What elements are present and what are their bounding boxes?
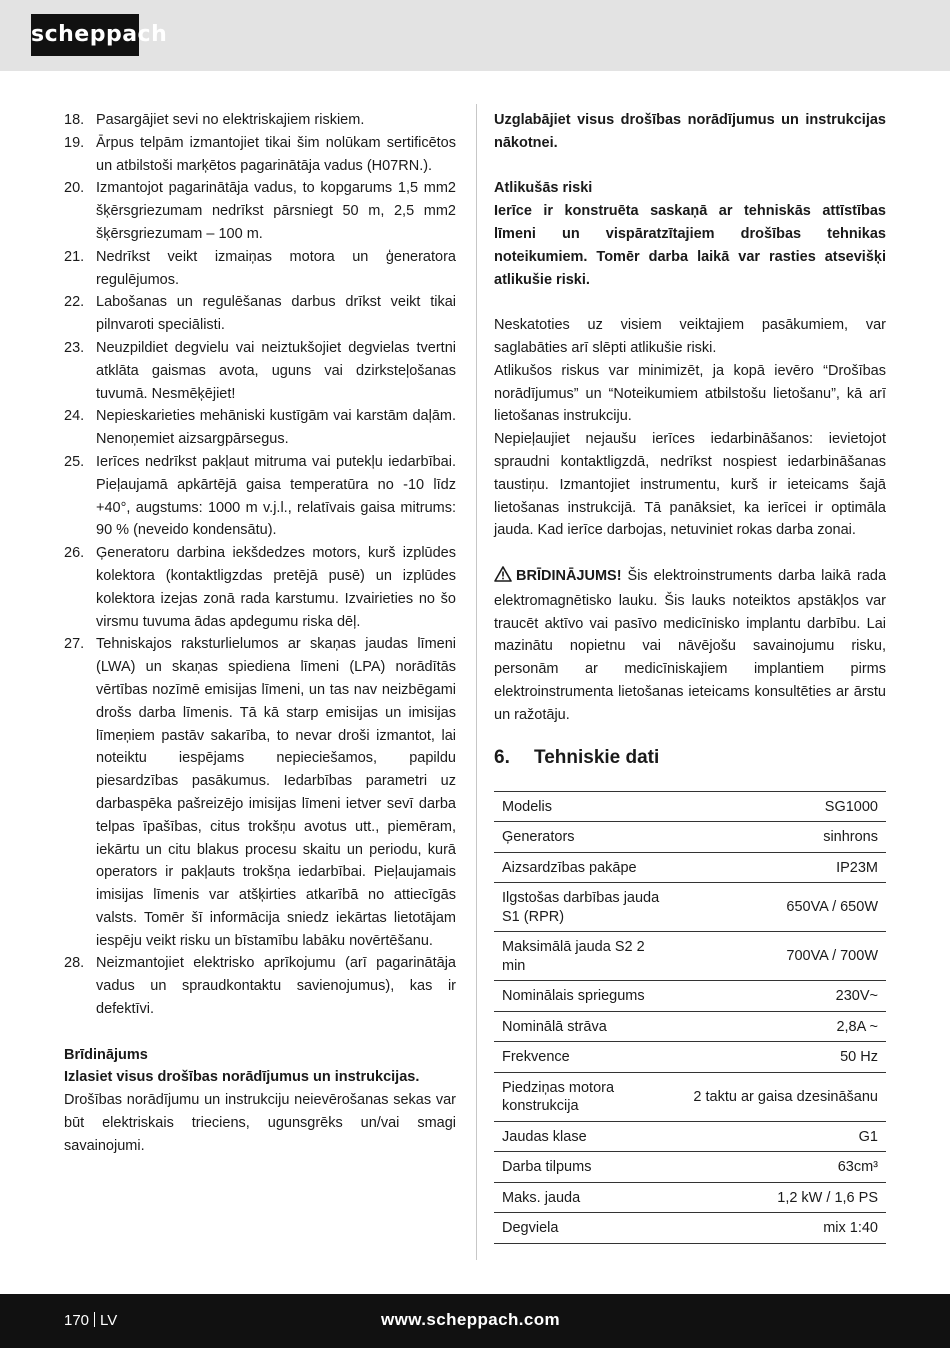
item-number: 20.: [64, 180, 85, 197]
list-item: [64, 132, 456, 178]
item-text: Nepieskarieties mehāniski kustīgām vai karstām daļām. Nenoņemiet aizsargpārsegus.: [96, 408, 456, 448]
item-number: 24.: [64, 408, 85, 425]
spec-label: Darba tilpums: [494, 1152, 680, 1183]
item-number: 25.: [64, 453, 85, 470]
warning-label: BRĪDINĀJUMS!: [516, 567, 622, 584]
spec-value: 63cm³: [680, 1152, 886, 1183]
table-row: [494, 791, 886, 822]
item-number: 23.: [64, 339, 85, 356]
list-item: [64, 246, 456, 292]
table-row: [494, 1121, 886, 1152]
scheppach-logo: scheppach: [31, 14, 139, 56]
warning-bold-text: Izlasiet visus drošības norādījumus un instrukcijas.: [64, 1069, 420, 1086]
item-text: Izmantojot pagarinātāja vadus, to kopgarums 1,5 mm2 šķērsgriezumam nedrīkst pārsniegt 50 m, 2,5 mm2 šķērsgriezumam – 100 m.: [96, 180, 456, 242]
spec-label: Maksimālā jauda S2 2 min: [494, 932, 680, 981]
list-item: [64, 177, 456, 245]
spacer: [494, 542, 886, 565]
item-number: 26.: [64, 545, 85, 562]
spec-value: 2,8A ~: [680, 1011, 886, 1042]
table-row: [494, 1213, 886, 1244]
keep-instructions-notice: Uzglabājiet visus drošības norādījumus un instrukcijas nākotnei.: [494, 112, 886, 151]
spec-label: Jaudas klase: [494, 1121, 680, 1152]
technical-data-table: [494, 791, 886, 1244]
website-url: www.scheppach.com: [381, 1310, 561, 1329]
warning-title: Brīdinājums: [64, 1046, 148, 1063]
list-item: [64, 337, 456, 405]
list-item: [64, 291, 456, 337]
spec-value: 700VA / 700W: [680, 932, 886, 981]
spec-label: Modelis: [494, 791, 680, 822]
spec-value: SG1000: [680, 791, 886, 822]
right-column: [494, 109, 886, 1244]
table-row: [494, 883, 886, 932]
item-text: Ģeneratoru darbina iekšdedzes motors, kurš izplūdes kolektora (kontaktligzdas pretējā pusē) un izplūdes kolektora izejas zonā rada karstumu. Izvairieties no šo virsmu tuvuma ādas apdegumu riska dēļ.: [96, 545, 456, 630]
page-number: 170: [64, 1312, 90, 1329]
spec-label: Piedziņas motora konstrukcija: [494, 1072, 680, 1121]
list-item: [64, 633, 456, 952]
table-row: [494, 981, 886, 1012]
table-row: [494, 932, 886, 981]
spec-value: 650VA / 650W: [680, 883, 886, 932]
spec-value: mix 1:40: [680, 1213, 886, 1244]
spec-label: Nominālā strāva: [494, 1011, 680, 1042]
spacer: [64, 1021, 456, 1044]
item-number: 18.: [64, 112, 85, 128]
item-number: 19.: [64, 134, 85, 151]
warning-text: Drošības norādījumu un instrukciju neievērošanas sekas var būt elektriskais trieciens, ugunsgrēks un/vai smagi savainojumi.: [64, 1092, 456, 1154]
spec-label: Nominālais spriegums: [494, 981, 680, 1012]
column-divider: [476, 104, 477, 1260]
warning-triangle-icon: [494, 566, 512, 590]
spec-label: Frekvence: [494, 1042, 680, 1073]
item-text: Neizmantojiet elektrisko aprīkojumu (arī pagarinātāja vadus un spraudkontaktu savienojumus), kas ir defektīvi.: [96, 955, 456, 1018]
spec-label: Ģenerators: [494, 822, 680, 853]
item-text: Ārpus telpām izmantojiet tikai šim nolūkam sertificētos un atbilstoši marķētos pagarinātāja vadus (H07RN.).: [96, 134, 456, 174]
list-item: [64, 451, 456, 542]
emf-warning: [494, 565, 886, 727]
item-text: Pasargājiet sevi no elektriskajiem riskiem.: [96, 112, 365, 128]
table-row: [494, 1011, 886, 1042]
table-row: [494, 1042, 886, 1073]
residual-risks-paragraph: Neskatoties uz visiem veiktajiem pasākumiem, var saglabāties arī slēpti atlikušie riski.: [494, 317, 886, 356]
spec-value: G1: [680, 1121, 886, 1152]
list-item: [64, 952, 456, 1020]
spacer: [494, 155, 886, 178]
table-row: [494, 852, 886, 883]
spec-label: Ilgstošas darbības jauda S1 (RPR): [494, 883, 680, 932]
item-text: Neuzpildiet degvielu vai neiztukšojiet degvielas tvertni atklāta gaismas avota, uguns vai dzirksteļošanas tuvumā. Nesmēķējiet!: [96, 339, 456, 402]
spacer: [494, 291, 886, 314]
item-number: 22.: [64, 294, 85, 311]
spec-label: Degviela: [494, 1213, 680, 1244]
spec-label: Aizsardzības pakāpe: [494, 852, 680, 883]
section-title: Tehniskie dati: [534, 746, 660, 768]
spec-value: sinhrons: [680, 822, 886, 853]
header-bar: [0, 0, 950, 71]
spec-value: 1,2 kW / 1,6 PS: [680, 1182, 886, 1213]
footer-bar: [0, 1294, 950, 1348]
warning-text: Šis elektroinstruments darba laikā rada elektromagnētisko lauku. Šis lauks noteiktos apstākļos var traucēt aktīvo vai pasīvo medicīnisko implantu darbību. Lai mazinātu nopietnu vai nāvējošu savainojumu risku, personām ar medicīniskajiem implantiem pirms elektroinstrumenta lietošanas ieteicams konsultēties ar ārstu un ražotāju.: [494, 567, 887, 723]
spec-value: 2 taktu ar gaisa dzesināšanu: [680, 1072, 886, 1121]
residual-risks-paragraph: Nepieļaujiet nejaušu ierīces iedarbināšanos: ievietojot spraudni kontaktligzdā, nedrīkst nospiest iedarbināšanas taustiņu. Izmantojiet instrumentu, kurš ir ieteicams šajā lietošanas instrukcijā. Tā panāksiet, ka ierīcei ir optimāla jauda. Kad ierīce darbojas, netuviniet rokas darba zonai.: [494, 431, 886, 539]
divider: [94, 1312, 95, 1327]
residual-risks-title: Atlikušās riski: [494, 180, 593, 197]
list-item: [64, 405, 456, 451]
spec-value: IP23M: [680, 852, 886, 883]
spec-label: Maks. jauda: [494, 1182, 680, 1213]
item-number: 27.: [64, 636, 85, 653]
residual-risks-intro: Ierīce ir konstruēta saskaņā ar tehniskās attīstības līmeni un vispāratzītajiem drošības tehnikas noteikumiem. Tomēr darba laikā var rasties atsevišķi atlikušie riski.: [494, 203, 886, 288]
table-row: [494, 1072, 886, 1121]
section-number: 6.: [494, 746, 510, 768]
item-text: Nedrīkst veikt izmaiņas motora un ģeneratora regulējumos.: [96, 248, 456, 288]
item-number: 21.: [64, 248, 85, 265]
safety-rules-list: [64, 109, 456, 1021]
spec-value: 230V~: [680, 981, 886, 1012]
table-row: [494, 1182, 886, 1213]
item-text: Labošanas un regulēšanas darbus drīkst veikt tikai pilnvaroti speciālisti.: [96, 294, 456, 334]
language-code: LV: [100, 1312, 118, 1329]
spec-value: 50 Hz: [680, 1042, 886, 1073]
item-text: Ierīces nedrīkst pakļaut mitruma vai putekļu iedarbībai. Pieļaujamā apkārtējā gaisa temperatūra no -10 līdz +40°, augstums: 1000 m v.j.l., relatīvais gaisa mitrums: 90 % (neveido kondensātu).: [96, 453, 456, 539]
residual-risks-paragraph: Atlikušos riskus var minimizēt, ja kopā ievēro “Drošības norādījumus” un “Noteikumiem atbilstošu lietošanu”, kā arī lietošanas instrukciju.: [494, 362, 886, 425]
item-text: Tehniskajos raksturlielumos ar skaņas jaudas līmeni (LWA) un skaņas spiediena līmeni (LPA) norādītās vērtības nozīmē emisijas līmeni, un tas nav neizbēgami drošs darba līmenis. Tā kā starp emisijas un imisijas līmeņiem pastāv sakarība, to nevar droši izmantot, lai noteiktu iespējams nepieciešamos, papildu piesardzības pasākumus. Iedarbības parametri uz darbaspēka pašreizējo imisijas līmeni ietver sevī darba telpas īpašības, citus trokšņu avotus utt., piemēram, iekārtu un citu blakus procesu skaitu un periodu, kurā operators ir pakļauts trokšņa iedarbībai. Pieļaujamais imisijas līmenis var atšķirties atkarībā no attiecīgās valsts. Tomēr šī informācija sniedz iekārtas lietotājam iespēju veikt risku un bīstamību labāku novērtēšanu.: [96, 636, 456, 949]
page-indicator: [64, 1310, 117, 1332]
item-number: 28.: [64, 955, 85, 972]
section-heading: [494, 743, 886, 773]
left-column: [64, 109, 456, 1158]
list-item: [64, 542, 456, 633]
table-row: [494, 822, 886, 853]
list-item: [64, 109, 456, 132]
table-row: [494, 1152, 886, 1183]
